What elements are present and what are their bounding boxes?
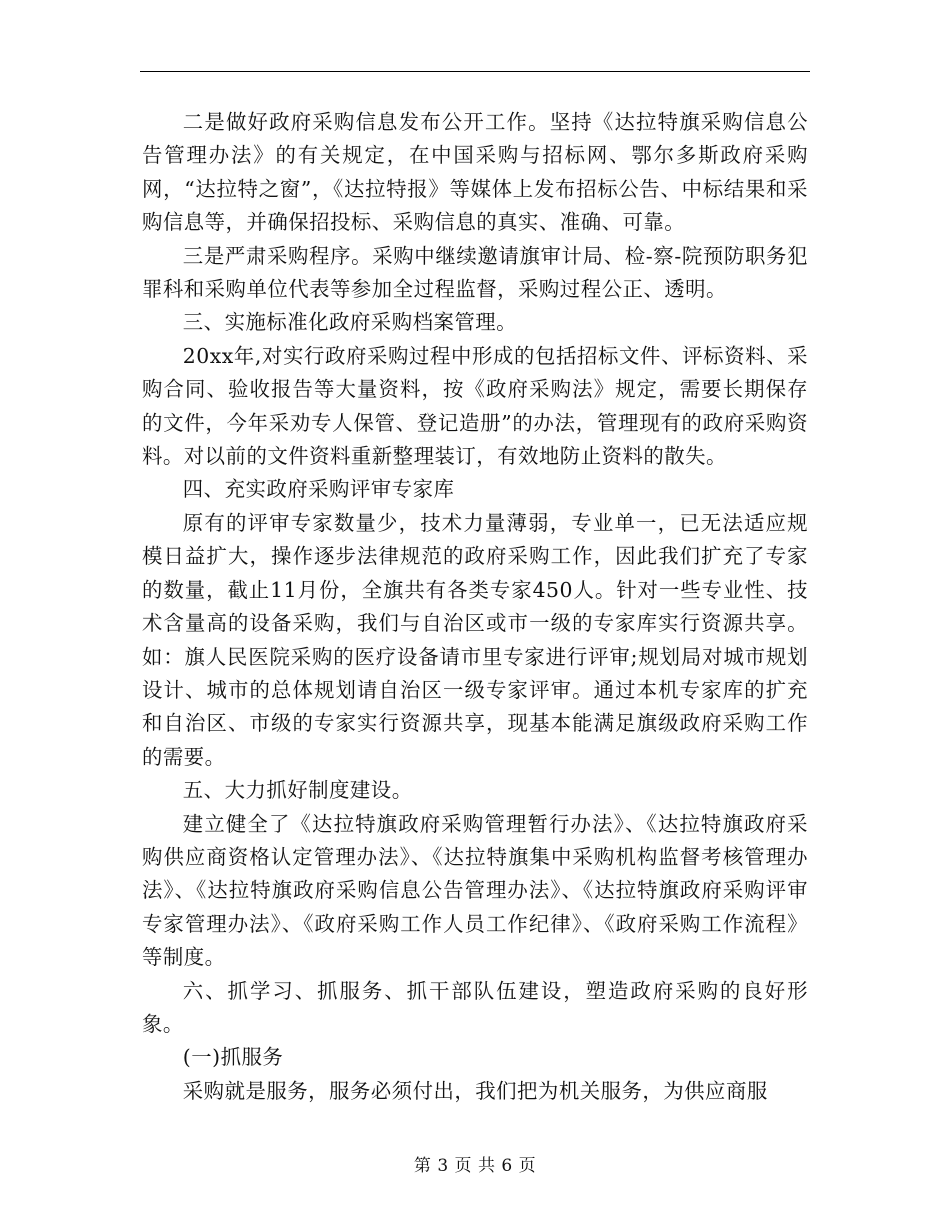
section-heading-5: 五、大力抓好制度建设。 bbox=[182, 778, 413, 803]
paragraph-1: 二是做好政府采购信息发布公开工作。坚持《达拉特旗采购信息公告管理办法》的有关规定，在中国采购与招标网、鄂尔多斯政府采购网，“达拉特之窗”，《达拉特报》等媒体上发布招标公告、中标结果和采购信息等，并确保招投标、采购信息的真实、准确、可靠。 bbox=[142, 110, 808, 235]
subsection-heading-1: (一)抓服务 bbox=[182, 1045, 284, 1070]
page-footer: 第 3 页 共 6 页 bbox=[413, 1156, 537, 1176]
paragraph-6: 原有的评审专家数量少，技术力量薄弱，专业单一，已无法适应规模日益扩大，操作逐步法律规范的政府采购工作，因此我们扩充了专家的数量，截止11月份，全旗共有各类专家450人。针对一些专业性、技术含量高的设备采购，我们与自治区或市一级的专家库实行资源共享。如：旗人民医院采购的医疗设备请市里专家进行评审;规划局对城市规划设计、城市的总体规划请自治区一级专家评审。通过本机专家库的扩充和自治区、市级的专家实行资源共享，现基本能满足旗级政府采购工作的需要。 bbox=[142, 510, 808, 769]
section-heading-6: 六、抓学习、抓服务、抓干部队伍建设，塑造政府采购的良好形象。 bbox=[142, 978, 808, 1036]
paragraph-2: 三是严肃采购程序。采购中继续邀请旗审计局、检-察-院预防职务犯罪科和采购单位代表等参加全过程监督，采购过程公正、透明。 bbox=[142, 243, 808, 302]
section-heading-4: 四、充实政府采购评审专家库 bbox=[182, 477, 455, 502]
body-text bbox=[142, 106, 808, 1108]
section-heading-3: 三、实施标准化政府采购档案管理。 bbox=[182, 310, 518, 335]
paragraph-4: 20xx年,对实行政府采购过程中形成的包括招标文件、评标资料、采购合同、验收报告等大量资料，按《政府采购法》规定，需要长期保存的文件，今年采劝专人保管、登记造册”的办法，管理现有的政府采购资料。对以前的文件资料重新整理装订，有效地防止资料的散失。 bbox=[142, 343, 808, 469]
header-rule bbox=[140, 71, 810, 72]
paragraph-8: 建立健全了《达拉特旗政府采购管理暂行办法》、《达拉特旗政府采购供应商资格认定管理办法》、《达拉特旗集中采购机构监督考核管理办法》、《达拉特旗政府采购信息公告管理办法》、《达拉特旗政府采购评审专家管理办法》、《政府采购工作人员工作纪律》、《政府采购工作流程》等制度。 bbox=[142, 811, 808, 970]
paragraph-11: 采购就是服务，服务必须付出，我们把为机关服务，为供应商服 bbox=[182, 1078, 768, 1103]
